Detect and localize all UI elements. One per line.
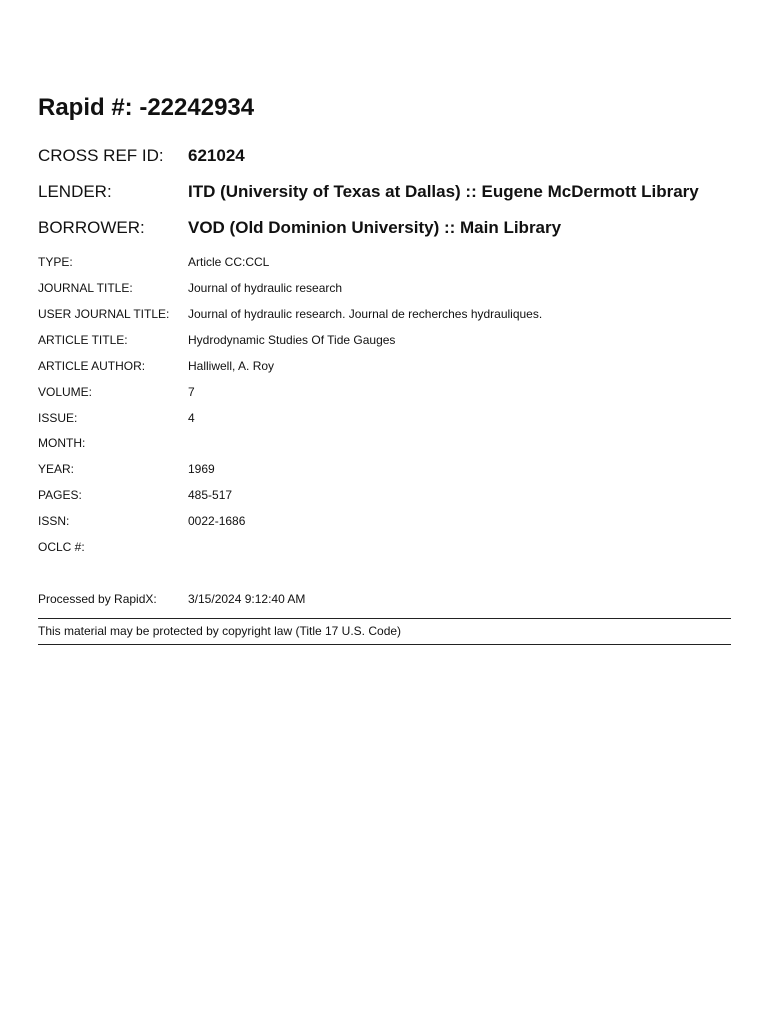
field-label: ISSUE:	[38, 411, 78, 425]
cross-ref-label: CROSS REF ID:	[38, 146, 164, 165]
field-label: PAGES:	[38, 488, 82, 502]
field-label: YEAR:	[38, 462, 75, 476]
lender-value: ITD (University of Texas at Dallas) :: Eugene McDermott Library	[188, 182, 699, 201]
field-value: 7	[188, 385, 195, 399]
field-label: ARTICLE TITLE:	[38, 333, 128, 347]
field-label: OCLC #:	[38, 540, 85, 554]
field-label: ISSN:	[38, 514, 70, 528]
field-label: MONTH:	[38, 436, 86, 450]
field-value: 0022-1686	[188, 514, 246, 528]
field-value: Hydrodynamic Studies Of Tide Gauges	[188, 333, 396, 347]
processed-label: Processed by RapidX:	[38, 592, 157, 606]
field-value: 1969	[188, 462, 215, 476]
field-value: 4	[188, 411, 195, 425]
field-value: 485-517	[188, 488, 233, 502]
top-divider	[38, 618, 731, 619]
borrower-label: BORROWER:	[38, 218, 145, 237]
field-value: Article CC:CCL	[188, 255, 270, 269]
field-value: Journal of hydraulic research. Journal de recherches hydrauliques.	[188, 307, 543, 321]
field-label: USER JOURNAL TITLE:	[38, 307, 170, 321]
field-label: JOURNAL TITLE:	[38, 281, 133, 295]
copyright-notice: This material may be protected by copyright law (Title 17 U.S. Code)	[38, 624, 402, 638]
field-label: VOLUME:	[38, 385, 93, 399]
lender-label: LENDER:	[38, 182, 112, 201]
borrower-value: VOD (Old Dominion University) :: Main Library	[188, 218, 562, 237]
processed-timestamp: 3/15/2024 9:12:40 AM	[188, 592, 306, 606]
field-label: TYPE:	[38, 255, 73, 269]
field-value: Halliwell, A. Roy	[188, 359, 275, 373]
bottom-divider	[38, 644, 731, 645]
field-value: Journal of hydraulic research	[188, 281, 343, 295]
field-label: ARTICLE AUTHOR:	[38, 359, 146, 373]
cross-ref-value: 621024	[188, 146, 245, 165]
rapid-number-title: Rapid #: -22242934	[38, 94, 255, 121]
